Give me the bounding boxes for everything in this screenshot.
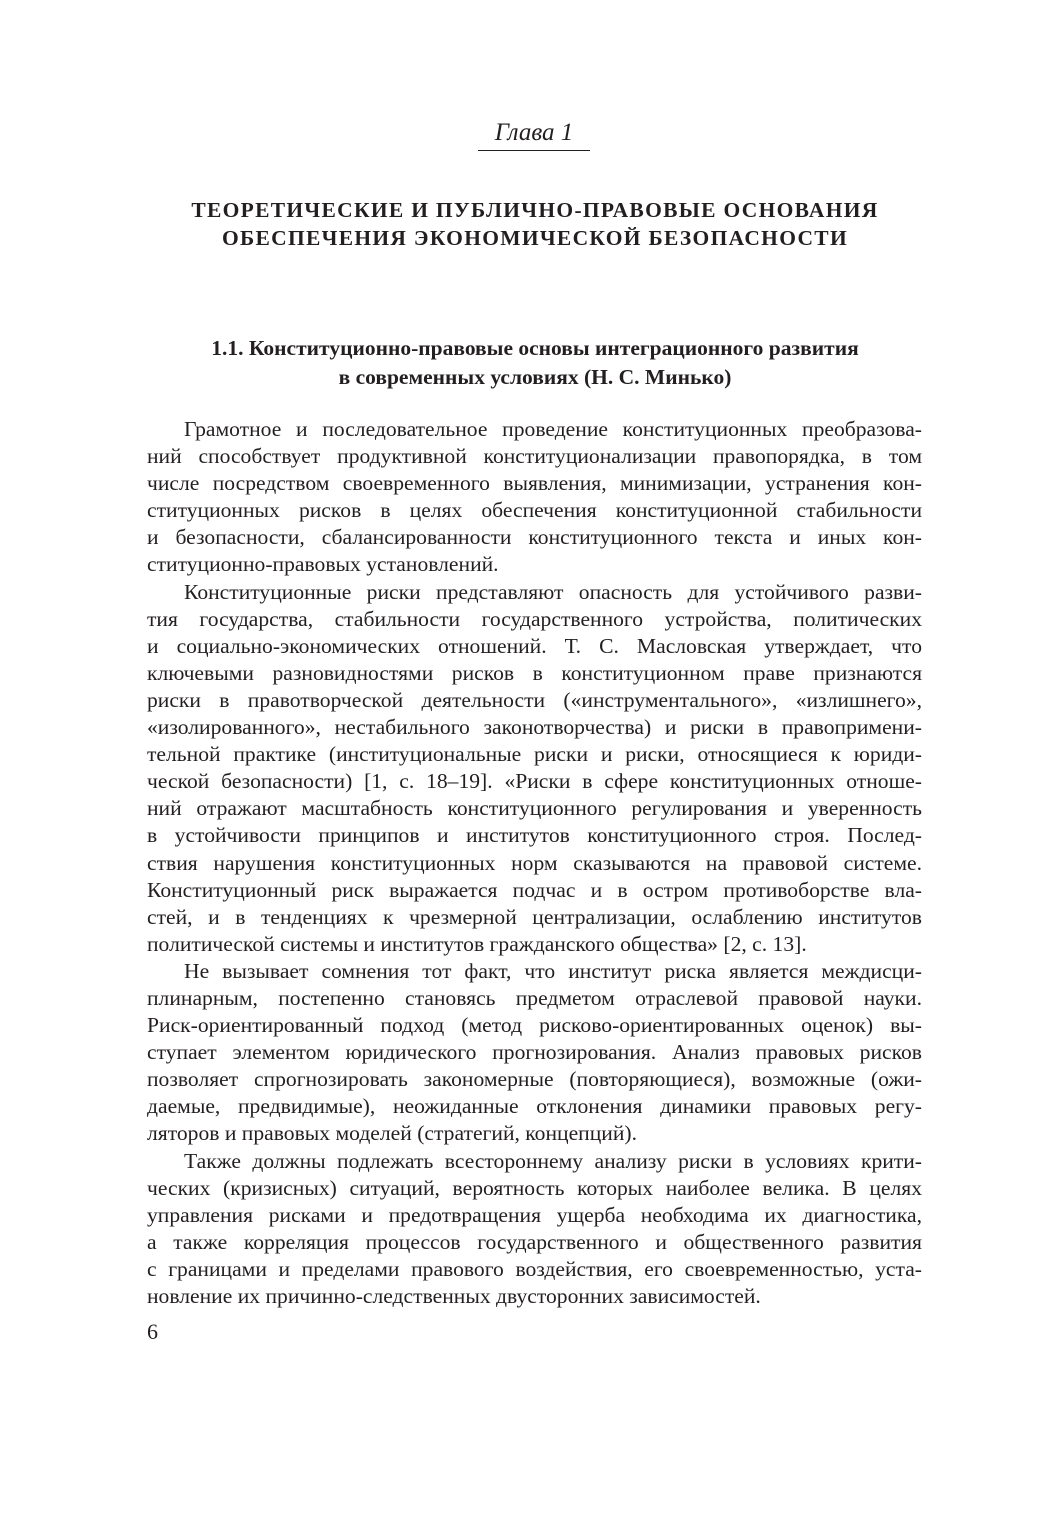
paragraph-line: в устойчивости принципов и институтов конституционного строя. Послед- (147, 823, 922, 848)
chapter-label: Глава 1 (494, 119, 574, 146)
paragraph-line: новление их причинно-следственных двусторонних зависимостей. (147, 1284, 761, 1308)
paragraph-line: ческой безопасности) [1, с. 18–19]. «Риски в сфере конституционных отноше- (147, 769, 922, 794)
paragraph-line: ляторов и правовых моделей (стратегий, концепций). (147, 1121, 637, 1146)
paragraph-line: ческих (кризисных) ситуаций, вероятность которых наиболее велика. В целях (147, 1175, 922, 1200)
paragraph-line: Конституционный риск выражается подчас и в остром противоборстве вла- (147, 877, 922, 902)
paragraph-line: «изолированного», нестабильного законотворчества) и риски в правопримени- (147, 715, 922, 740)
paragraph-line: ституционных рисков в целях обеспечения конституционной стабильности (147, 498, 922, 523)
section-title-line: 1.1. Конституционно-правовые основы интеграционного развития (211, 336, 859, 360)
paragraph-line: а также корреляция процессов государственного и общественного развития (147, 1229, 922, 1254)
paragraph-line: и социально-экономических отношений. Т. С. Масловская утверждает, что (147, 633, 922, 658)
paragraph-line: Грамотное и последовательное проведение конституционных преобразова- (184, 417, 922, 441)
paragraph-line: риски в правотворческой деятельности («инструментального», «излишнего», (147, 687, 922, 712)
paragraph-line: ституционно-правовых установлений. (147, 552, 499, 577)
paragraph-line: ступает элементом юридического прогнозирования. Анализ правовых рисков (147, 1040, 922, 1065)
page-number: 6 (147, 1319, 158, 1344)
paragraph-line: ний способствует продуктивной конституционализации правопорядка, в том (147, 444, 922, 469)
section-title (140, 334, 930, 392)
paragraph-line: ключевыми разновидностями рисков в конституционном праве признаются (147, 660, 922, 685)
paragraph-line: с границами и пределами правового воздействия, его своевременностью, уста- (147, 1256, 922, 1281)
paragraph-line: политической системы и институтов гражданского общества» [2, с. 13]. (147, 931, 807, 956)
paragraph-line: Риск-ориентированный подход (метод рисково-ориентированных оценок) вы- (147, 1013, 922, 1038)
section-title-line: в современных условиях (Н. С. Минько) (338, 365, 732, 389)
chapter-title (140, 196, 930, 252)
paragraph-line: плинарным, постепенно становясь предметом отраслевой правовой науки. (147, 985, 922, 1010)
paragraph-line: Не вызывает сомнения тот факт, что институт риска является междисци- (184, 958, 922, 983)
paragraph-line: и безопасности, сбалансированности конституционного текста и иных кон- (147, 525, 922, 550)
chapter-title-line: ОБЕСПЕЧЕНИЯ ЭКОНОМИЧЕСКОЙ БЕЗОПАСНОСТИ (222, 226, 848, 250)
paragraph-line: тельной практике (институциональные риски и риски, относящиеся к юриди- (147, 742, 922, 767)
paragraph-line: Конституционные риски представляют опасность для устойчивого разви- (184, 579, 922, 604)
paragraph-line: ний отражают масштабность конституционного регулирования и уверенность (147, 796, 922, 821)
chapter-label-underline (478, 150, 590, 151)
paragraph (147, 579, 922, 958)
body-text (147, 416, 922, 1310)
paragraph-line: даемые, предвидимые), неожиданные отклонения динамики правовых регу- (147, 1094, 922, 1119)
paragraph (147, 416, 922, 579)
paragraph-line: позволяет спрогнозировать закономерные (повторяющиеся), возможные (ожи- (147, 1067, 922, 1092)
paragraph-line: тия государства, стабильности государственного устройства, политических (147, 606, 922, 631)
chapter-title-line: ТЕОРЕТИЧЕСКИЕ И ПУБЛИЧНО-ПРАВОВЫЕ ОСНОВАНИЯ (191, 198, 879, 222)
paragraph-line: Также должны подлежать всестороннему анализу риски в условиях крити- (184, 1148, 922, 1173)
paragraph (147, 958, 922, 1148)
paragraph (147, 1148, 922, 1311)
paragraph-line: стей, и в тенденциях к чрезмерной централизации, ослаблению институтов (147, 904, 922, 929)
paragraph-line: управления рисками и предотвращения ущерба необходима их диагностика, (147, 1202, 922, 1227)
paragraph-line: числе посредством своевременного выявления, минимизации, устранения кон- (147, 471, 922, 496)
paragraph-line: ствия нарушения конституционных норм сказываются на правовой системе. (147, 850, 922, 875)
